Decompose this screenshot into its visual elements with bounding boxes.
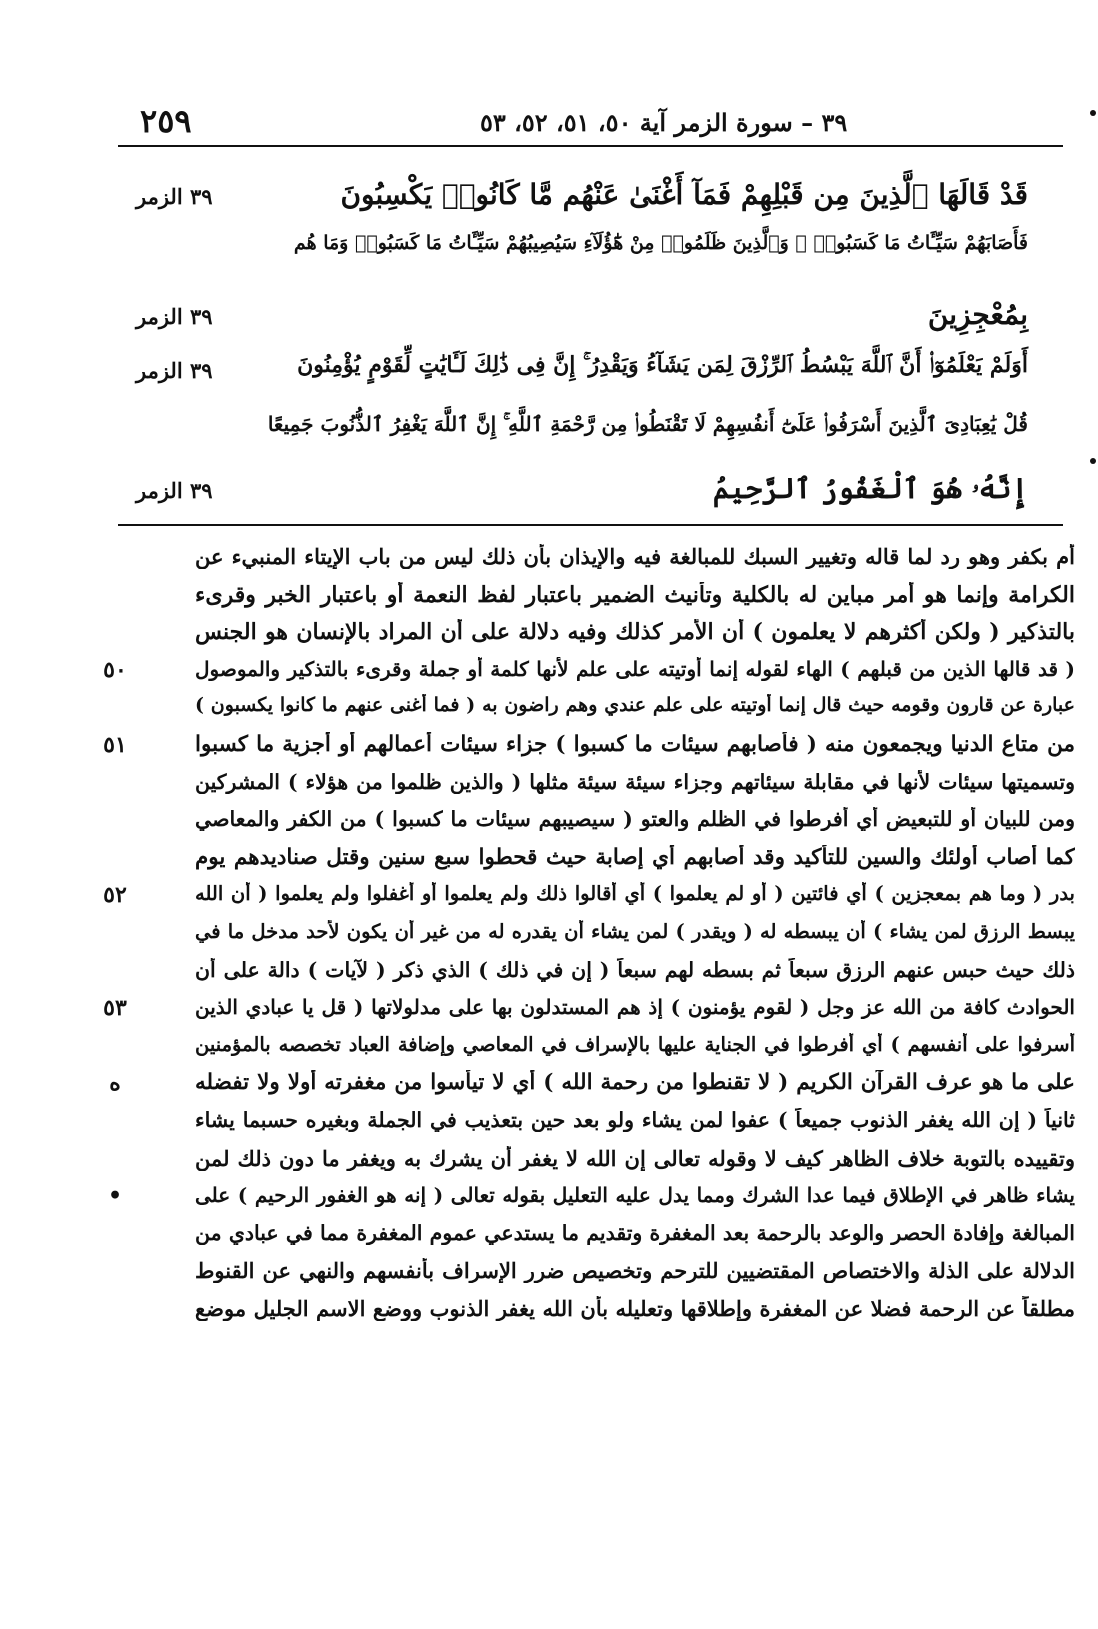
verse-text: إِنَّهُۥ هُوَ ٱلْغَفُورُ ٱلرَّحِيمُ bbox=[712, 472, 1028, 505]
commentary-text: المبالغة وإفادة الحصر والوعد بالرحمة بعد المغفرة وتقديم ما يستدعي عموم المغفرة مما في عبادي من bbox=[195, 1220, 1075, 1245]
commentary-line bbox=[90, 916, 1075, 952]
commentary-text: بالتذكير ( ولكن أكثرهم لا يعلمون ) أن الأمر كذلك وفيه دلالة على أن المراد بالإنسان هو الجنس bbox=[195, 619, 1075, 646]
commentary-line bbox=[90, 1254, 1075, 1290]
commentary-line bbox=[90, 1066, 1075, 1102]
commentary-text: كما أصاب أولئك والسين للتأكيد وقد أصابهم أي إصابة حيث قحطوا سبع سنين وقتل صناديدهم يوم bbox=[195, 844, 1075, 870]
margin-verse-number: ٥١ bbox=[103, 732, 127, 758]
commentary-line bbox=[90, 991, 1075, 1027]
page-header bbox=[110, 100, 1060, 140]
commentary-text: ذلك حيث حبس عنهم الرزق سبعاً ثم بسطه لهم سبعاً ( إن في ذلك ) الذي ذكر ( لآيات ) دالة على أن bbox=[195, 957, 1075, 982]
commentary-line bbox=[90, 1179, 1075, 1215]
margin-verse-number: • bbox=[107, 1183, 123, 1210]
verse-divider bbox=[118, 524, 1063, 526]
commentary-line bbox=[90, 540, 1075, 576]
commentary-line bbox=[90, 578, 1075, 614]
commentary-line bbox=[90, 803, 1075, 839]
margin-verse-number: ٥٢ bbox=[103, 882, 127, 909]
commentary-text: الحوادث كافة من الله عز وجل ( لقوم يؤمنون ) إذ هم المستدلون بها على مدلولاتها ( قل يا عبادي الذين bbox=[195, 995, 1075, 1020]
commentary-line bbox=[90, 1142, 1075, 1178]
commentary-text: الكرامة وإنما هو أمر مباين له بالكلية وتأنيث الضمير باعتبار لفظ النعمة أو باعتبار الخبر وقرىء bbox=[195, 581, 1075, 608]
commentary-text: وتسميتها سيئات لأنها في مقابلة سيئاتهم وجزاء سيئة سيئة مثلها ( والذين ظلموا من هؤلاء ) المشركين bbox=[195, 769, 1075, 794]
edge-dot bbox=[1090, 110, 1096, 116]
header-rule bbox=[118, 145, 1063, 147]
commentary-text: الدلالة على الذلة والاختصاص المقتضيين للترحم وتخصيص ضرر الإسراف بأنفسهم والنهي عن القنوط bbox=[195, 1258, 1075, 1284]
commentary-text: بدر ( وما هم بمعجزين ) أي فائتين ( أو لم يعلموا ) أي أقالوا ذلك ولم يعلموا أو أغفلوا ولم يعلموا ( أن الله bbox=[195, 882, 1075, 906]
commentary-text: يبسط الرزق لمن يشاء ) أن يبسطه له ( ويقدر ) لمن يشاء أن يقدره له من غير أن يكون لأحد مدخل ما في bbox=[195, 920, 1075, 943]
commentary-text: أم بكفر وهو رد لما قاله وتغيير السبك للمبالغة فيه والإيذان بأن ذلك ليس من باب الإيتاء المنبيء عن bbox=[195, 544, 1075, 569]
commentary-line bbox=[90, 841, 1075, 877]
page-number: ٢٥٩ bbox=[140, 102, 192, 140]
surah-reference: ٣٩ الزمر bbox=[136, 184, 213, 209]
commentary-text: أسرفوا على أنفسهم ) أي أفرطوا في الجناية عليها بالإسراف في المعاصي وإضافة العباد تخصصه بالمؤمنين bbox=[195, 1032, 1075, 1056]
commentary-text: ( قد قالها الذين من قبلهم ) الهاء لقوله إنما أوتيته على علم لأنها كلمة أو جملة وقرىء بالتذكير والموصول bbox=[195, 656, 1075, 681]
edge-dot bbox=[1090, 458, 1096, 464]
commentary-line bbox=[90, 1029, 1075, 1065]
margin-verse-number: ٥٠ bbox=[103, 656, 127, 683]
commentary-text: ثانياً ( إن الله يغفر الذنوب جميعاً ) عفوا لمن يشاء ولو بعد حين بتعذيب في الجملة وبغيره حسبما يشاء bbox=[195, 1108, 1075, 1132]
commentary-line bbox=[90, 766, 1075, 802]
commentary-line bbox=[90, 1292, 1075, 1328]
surah-reference: ٣٩ الزمر bbox=[136, 304, 213, 329]
surah-reference: ٣٩ الزمر bbox=[136, 358, 213, 383]
margin-verse-number: ٥٣ bbox=[103, 995, 127, 1022]
commentary-text: عبارة عن قارون وقومه حيث قال إنما أوتيته على علم عندي وهم راضون به ( فما أغنى عنهم ما كانوا يكسبون ) bbox=[195, 694, 1075, 717]
commentary-text: وتقييده بالتوبة خلاف الظاهر كيف لا وقوله تعالى إن الله لا يغفر أن يشرك به ويغفر ما دون ذلك لمن bbox=[195, 1145, 1075, 1171]
commentary-text: يشاء ظاهر في الإطلاق فيما عدا الشرك ومما يدل عليه التعليل بقوله تعالى ( إنه هو الغفور الرحيم ) على bbox=[195, 1183, 1075, 1208]
commentary-line bbox=[90, 1104, 1075, 1140]
verse-text: فَأَصَابَهُمْ سَيِّـَٔاتُ مَا كَسَبُوا۟ ۚ وَٱلَّذِينَ ظَلَمُوا۟ مِنْ هَٰٓؤُلَآءِ سَيُصِيبُهُمْ سَيِّـَٔاتُ مَا كَسَبُوا۟ وَمَا هُم bbox=[293, 232, 1028, 254]
commentary-line bbox=[90, 954, 1075, 990]
commentary-line bbox=[90, 728, 1075, 764]
surah-reference: ٣٩ الزمر bbox=[136, 478, 213, 503]
running-title: ٣٩ – سورة الزمر آية ٥٠، ٥١، ٥٢، ٥٣ bbox=[480, 108, 848, 137]
commentary-line bbox=[90, 615, 1075, 651]
verse-text: بِمُعْجِزِينَ bbox=[927, 298, 1028, 331]
margin-verse-number: ه bbox=[109, 1070, 121, 1097]
commentary-line bbox=[90, 878, 1075, 914]
commentary-text: على ما هو عرف القرآن الكريم ( لا تقنطوا من رحمة الله ) أي لا تيأسوا من مغفرته أولا ولا تفضله bbox=[195, 1070, 1075, 1096]
verse-text: أَوَلَمْ يَعْلَمُوٓا۟ أَنَّ ٱللَّهَ يَبْسُطُ ٱلرِّزْقَ لِمَن يَشَآءُ وَيَقْدِرُ ۚ إِنَّ فِى ذَٰلِكَ لَـَٔايَٰتٍ لِّقَوْمٍ يُؤْمِنُونَ bbox=[297, 352, 1028, 378]
commentary-line bbox=[90, 1217, 1075, 1253]
commentary-line bbox=[90, 690, 1075, 726]
verse-text: قُلْ يَٰعِبَادِىَ ٱلَّذِينَ أَسْرَفُوا۟ عَلَىٰٓ أَنفُسِهِمْ لَا تَقْنَطُوا۟ مِن رَّحْمَةِ ٱللَّهِ ۚ إِنَّ ٱللَّهَ يَغْفِرُ ٱلذُّنُوبَ جَمِيعًا bbox=[267, 412, 1028, 436]
commentary-text: من متاع الدنيا ويجمعون منه ( فأصابهم سيئات ما كسبوا ) جزاء سيئات أعمالهم أو أجزية ما كسبوا bbox=[195, 732, 1075, 757]
commentary-line bbox=[90, 653, 1075, 689]
verse-text: قَدْ قَالَهَا ٱلَّذِينَ مِن قَبْلِهِمْ فَمَآ أَغْنَىٰ عَنْهُم مَّا كَانُوا۟ يَكْسِبُونَ bbox=[340, 178, 1028, 211]
commentary-text: ومن للبيان أو للتبعيض أي أفرطوا في الظلم والعتو ( سيصيبهم سيئات ما كسبوا ) من الكفر والمعاصي bbox=[195, 807, 1075, 832]
commentary-text: مطلقاً عن الرحمة فضلا عن المغفرة وإطلاقها وتعليله بأن الله يغفر الذنوب ووضع الاسم الجليل موضع bbox=[195, 1296, 1075, 1321]
